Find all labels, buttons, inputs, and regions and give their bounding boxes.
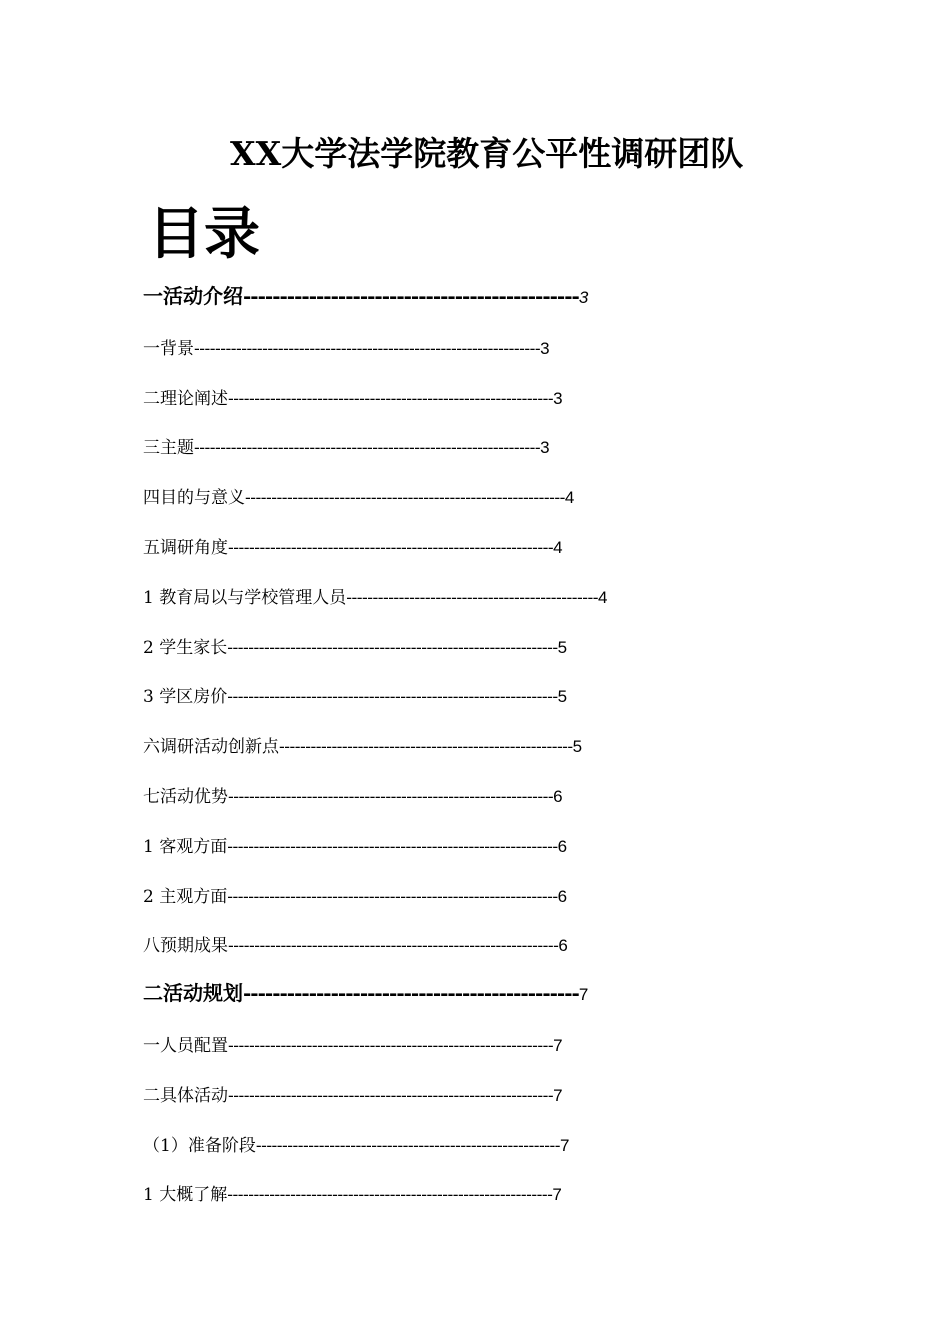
toc-entry[interactable] [143,1035,563,1057]
toc-entry[interactable] [143,686,567,708]
toc-entry[interactable] [143,786,563,808]
toc-entry[interactable] [143,935,568,957]
toc-entry[interactable] [143,736,582,758]
toc-entry[interactable] [143,338,550,360]
toc-entry-page-number: 6 [557,887,568,906]
toc-title: 目录 [148,202,260,267]
toc-entry-leader: ------------------------------------------------ [346,588,598,608]
toc-entry-leader: ------------------------------------------------------------------ [194,339,541,359]
toc-entry-label: 1 大概了解 [143,1185,228,1205]
toc-entry-label: 二具体活动 [143,1086,228,1106]
toc-entry-label: 六调研活动创新点 [143,737,279,757]
toc-entry[interactable] [143,1085,563,1107]
toc-entry-page-number: 3 [578,288,589,307]
toc-entry-page-number: 4 [597,588,608,607]
toc-entry[interactable] [143,388,563,410]
toc-entry-page-number: 6 [553,787,563,806]
toc-entry-page-number: 6 [558,936,568,955]
toc-entry-leader: -------------------------------------------------------- [279,737,573,757]
toc-entry-leader: --------------------------------------------------------------- [227,638,558,658]
toc-entry-leader: -------------------------------------------------------------- [228,1036,554,1056]
toc-entry-label: 五调研角度 [143,538,228,558]
toc-entry-leader: --------------------------------------------------------------- [227,887,558,907]
toc-entry-leader: ---------------------------------------------- [243,284,579,308]
toc-entry-label: 八预期成果 [143,936,228,956]
toc-entry-page-number: 4 [553,538,563,557]
toc-entry-label: 3 学区房价 [143,687,228,707]
toc-entry-leader: -------------------------------------------------------------- [228,389,554,409]
toc-entry-leader: --------------------------------------------------------------- [227,687,558,707]
toc-entry-leader: ------------------------------------------------------------------ [194,438,541,458]
toc-entry[interactable] [143,1135,569,1157]
toc-entry-leader: --------------------------------------------------------------- [227,837,558,857]
toc-entry-label: 一活动介绍 [143,284,243,308]
toc-entry-leader: -------------------------------------------------------------- [228,538,554,558]
toc-entry[interactable] [143,886,567,908]
toc-entry[interactable] [143,487,574,509]
toc-entry-label: 一人员配置 [143,1036,228,1056]
toc-entry-label: 二活动规划 [143,981,243,1005]
toc-entry-label: 一背景 [143,339,194,359]
toc-entry[interactable] [143,587,607,609]
toc-entry-label: 2 学生家长 [143,638,228,658]
toc-entry-page-number: 7 [553,1036,563,1055]
toc-entry-page-number: 5 [572,737,583,756]
toc-entry-page-number: 7 [553,1086,563,1105]
toc-entry-page-number: 5 [557,687,568,706]
toc-entry-leader: -------------------------------------------------------------- [228,787,554,807]
toc-entry[interactable] [143,1184,562,1206]
toc-entry-leader: -------------------------------------------------------------- [228,1086,554,1106]
toc-entry-page-number: 6 [557,837,568,856]
toc-entry[interactable] [143,981,588,1007]
toc-entry-leader: --------------------------------------------------------------- [228,936,559,956]
toc-entry[interactable] [143,637,567,659]
toc-entry-page-number: 7 [578,985,589,1004]
toc-entry-label: 1 教育局以与学校管理人员 [143,588,347,608]
toc-entry-page-number: 4 [564,488,575,507]
toc-entry-label: 七活动优势 [143,787,228,807]
toc-entry-label: （1）准备阶段 [143,1136,256,1156]
toc-entry-page-number: 5 [557,638,568,657]
toc-entry-leader: ---------------------------------------------- [243,981,579,1005]
toc-entry-leader: ------------------------------------------------------------- [245,488,565,508]
toc-entry-label: 1 客观方面 [143,837,228,857]
document-header: XX大学法学院教育公平性调研团队 [230,134,744,173]
toc-entry[interactable] [143,437,550,459]
toc-entry[interactable] [143,836,567,858]
toc-entry-label: 四目的与意义 [143,488,245,508]
toc-entry-leader: -------------------------------------------------------------- [227,1185,553,1205]
toc-entry-label: 2 主观方面 [143,887,228,907]
toc-entry[interactable] [143,284,588,310]
toc-entry-page-number: 3 [540,339,550,358]
toc-entry-leader: ---------------------------------------------------------- [255,1136,560,1156]
toc-entry-page-number: 7 [552,1185,562,1204]
toc-entry-page-number: 3 [540,438,550,457]
toc-entry[interactable] [143,537,563,559]
toc-entry-label: 三主题 [143,438,194,458]
toc-entry-label: 二理论阐述 [143,389,228,409]
toc-entry-page-number: 7 [560,1136,570,1155]
toc-entry-page-number: 3 [553,389,563,408]
